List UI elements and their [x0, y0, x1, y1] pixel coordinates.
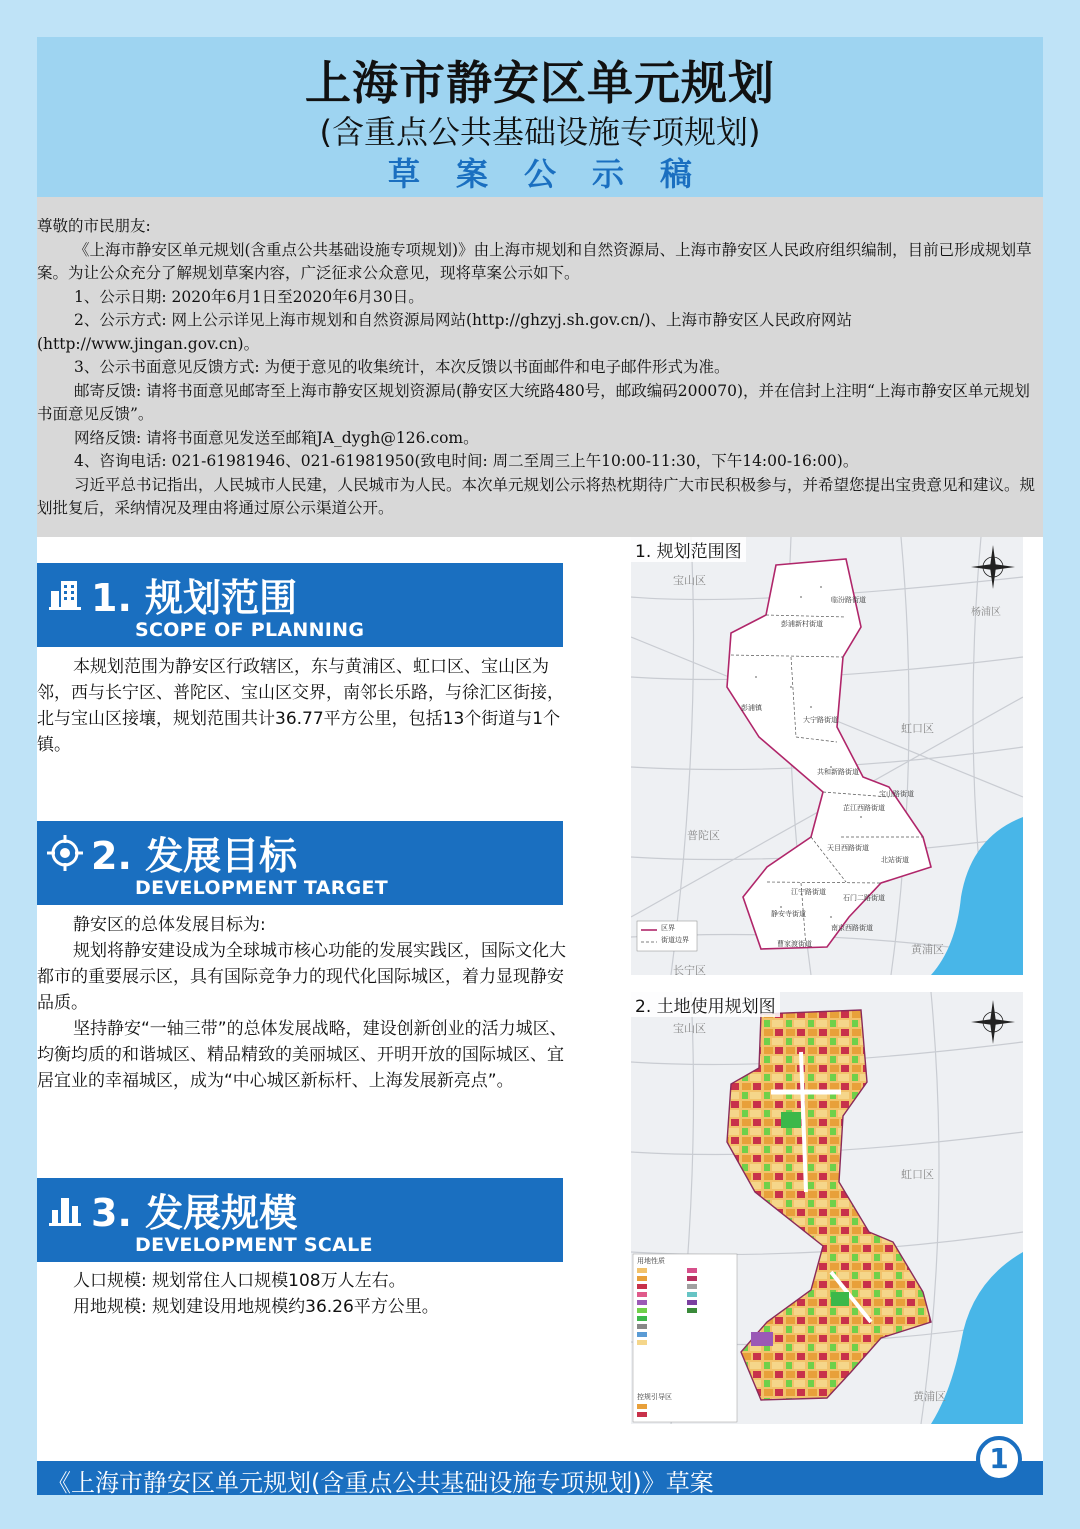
scope-map-graphic: [631, 537, 1023, 975]
map-district-label: 长宁区: [673, 964, 706, 975]
map-street-label: 石门二路街道: [843, 894, 885, 902]
section-title: 3. 发展规模: [91, 1191, 298, 1235]
section-title-en: DEVELOPMENT TARGET: [135, 877, 389, 899]
map-street-label: 宝山路街道: [879, 790, 914, 798]
map-district-label: 黄浦区: [911, 943, 944, 956]
map-legend-title: 用地性质: [637, 1257, 665, 1265]
map-street-label: 芷江西路街道: [843, 804, 885, 812]
map-street-label: 共和新路街道: [817, 768, 859, 776]
map-street-label: 南京西路街道: [831, 924, 873, 932]
section-paragraph: 本规划范围为静安区行政辖区，东与黄浦区、虹口区、宝山区为邻，西与长宁区、普陀区、宝山区交界，南邻长乐路，与徐汇区街接，北与宝山区接壤，规划范围共计36.77平方公里，包括13个街道与1个镇。: [37, 657, 564, 755]
section-paragraph: 规划将静安建设成为全球城市核心功能的发展实践区，国际文化大都市的重要展示区，具有国际竞争力的现代化国际城区，着力显现静安品质。: [37, 941, 566, 1013]
map-legend-label: 街道边界: [661, 936, 689, 944]
map-street-label: 北站街道: [881, 856, 909, 864]
map-district-label: 黄浦区: [913, 1390, 946, 1403]
notice-paragraph: 4、咨询电话: 021-61981946、021-61981950(致电时间: 周二至周三上午10:00-11:30，下午14:00-16:00)。: [74, 452, 859, 470]
page-number: 1: [976, 1436, 1022, 1482]
map-street-label: 临汾路街道: [831, 596, 866, 604]
map-title: 1. 规划范围图: [631, 537, 746, 562]
public-notice: [37, 197, 1043, 537]
target-icon: [47, 835, 83, 871]
section-paragraph: 静安区的总体发展目标为:: [73, 915, 266, 935]
map-street-label: 静安寺街道: [771, 910, 806, 918]
section-paragraph: 坚持静安“一轴三带”的总体发展战略，建设创新创业的活力城区、均衡均质的和谐城区、精品精致的美丽城区、开明开放的国际城区、宜居宜业的幸福城区，成为“中心城区新标杆、上海发展新亮点”。: [37, 1019, 567, 1091]
sections-column: [37, 537, 609, 1461]
compass-rose-icon: [971, 1000, 1015, 1044]
section-header-target: [37, 821, 563, 905]
notice-salutation: 尊敬的市民朋友:: [37, 217, 151, 235]
map-district-label: 虹口区: [901, 1168, 934, 1181]
notice-paragraph: 《上海市静安区单元规划(含重点公共基础设施专项规划)》由上海市规划和自然资源局、上海市静安区人民政府组织编制，目前已形成规划草案。为让公众充分了解规划草案内容，广泛征求公众意见，现将草案公示如下。: [37, 240, 1032, 282]
section-paragraph: 用地规模: 规划建设用地规模约36.26平方公里。: [73, 1297, 439, 1317]
map-district-label: 宝山区: [673, 1022, 706, 1035]
map-street-label: 彭浦镇: [741, 704, 762, 712]
footer-title: 《上海市静安区单元规划(含重点公共基础设施专项规划)》草案: [47, 1469, 714, 1497]
header-banner: [37, 37, 1043, 197]
map-district-label: 普陀区: [687, 829, 720, 842]
page-title: 上海市静安区单元规划: [305, 56, 775, 110]
section-header-scale: [37, 1178, 563, 1262]
notice-paragraph: 习近平总书记指出，人民城市人民建，人民城市为人民。本次单元规划公示将热枕期待广大市民积极参与，并希望您提出宝贵意见和建议。规划批复后，采纳情况及理由将通过原公示渠道公开。: [37, 475, 1036, 517]
draft-label: 草案公示稿: [387, 155, 728, 193]
notice-paragraph: 2、公示方式: 网上公示详见上海市规划和自然资源局网站(http://ghzyj.sh.gov.cn/)、上海市静安区人民政府网站(http://www.jingan.gov.cn)。: [37, 311, 853, 353]
map-legend-label: 区界: [661, 924, 675, 932]
map-street-label: 大宁路街道: [803, 716, 838, 724]
map-street-label: 彭浦新村街道: [781, 620, 823, 628]
section-title-en: DEVELOPMENT SCALE: [135, 1234, 373, 1256]
map-legend-title: 控规引导区: [637, 1393, 672, 1401]
maps-column: [609, 537, 1043, 1461]
page-subtitle: (含重点公共基础设施专项规划): [319, 113, 761, 151]
notice-paragraph: 网络反馈: 请将书面意见发送至邮箱JA_dygh@126.com。: [74, 428, 479, 447]
bar-chart-icon: [47, 1192, 83, 1228]
map-street-label: 曹家渡街道: [777, 940, 812, 948]
map-district-label: 杨浦区: [971, 607, 1001, 618]
section-title: 2. 发展目标: [91, 834, 298, 878]
building-icon: [47, 577, 83, 613]
section-paragraph: 人口规模: 规划常住人口规模108万人左右。: [73, 1271, 406, 1291]
section-body-scope: [37, 654, 567, 758]
map-district-label: 虹口区: [901, 722, 934, 735]
section-body-target: [37, 912, 567, 1094]
planning-scope-map: [631, 537, 1023, 975]
map-street-label: 江宁路街道: [791, 888, 826, 896]
section-body-scale: [37, 1268, 567, 1320]
notice-paragraph: 1、公示日期: 2020年6月1日至2020年6月30日。: [74, 287, 424, 306]
section-header-scope: [37, 563, 563, 647]
section-title-en: SCOPE OF PLANNING: [135, 619, 365, 641]
notice-paragraph: 3、公示书面意见反馈方式: 为便于意见的收集统计，本次反馈以书面邮件和电子邮件形式为准。: [74, 358, 730, 376]
map-title: 2. 土地使用规划图: [631, 992, 780, 1017]
land-use-map-graphic: [631, 992, 1023, 1424]
map-district-label: 宝山区: [673, 574, 706, 587]
land-use-map: [631, 992, 1023, 1424]
section-title: 1. 规划范围: [91, 576, 298, 620]
footer-bar: [37, 1461, 1043, 1495]
notice-paragraph: 邮寄反馈: 请将书面意见邮寄至上海市静安区规划资源局(静安区大统路480号，邮政编码200070)，并在信封上注明“上海市静安区单元规划书面意见反馈”。: [37, 381, 1030, 423]
map-street-label: 天目西路街道: [827, 844, 869, 852]
